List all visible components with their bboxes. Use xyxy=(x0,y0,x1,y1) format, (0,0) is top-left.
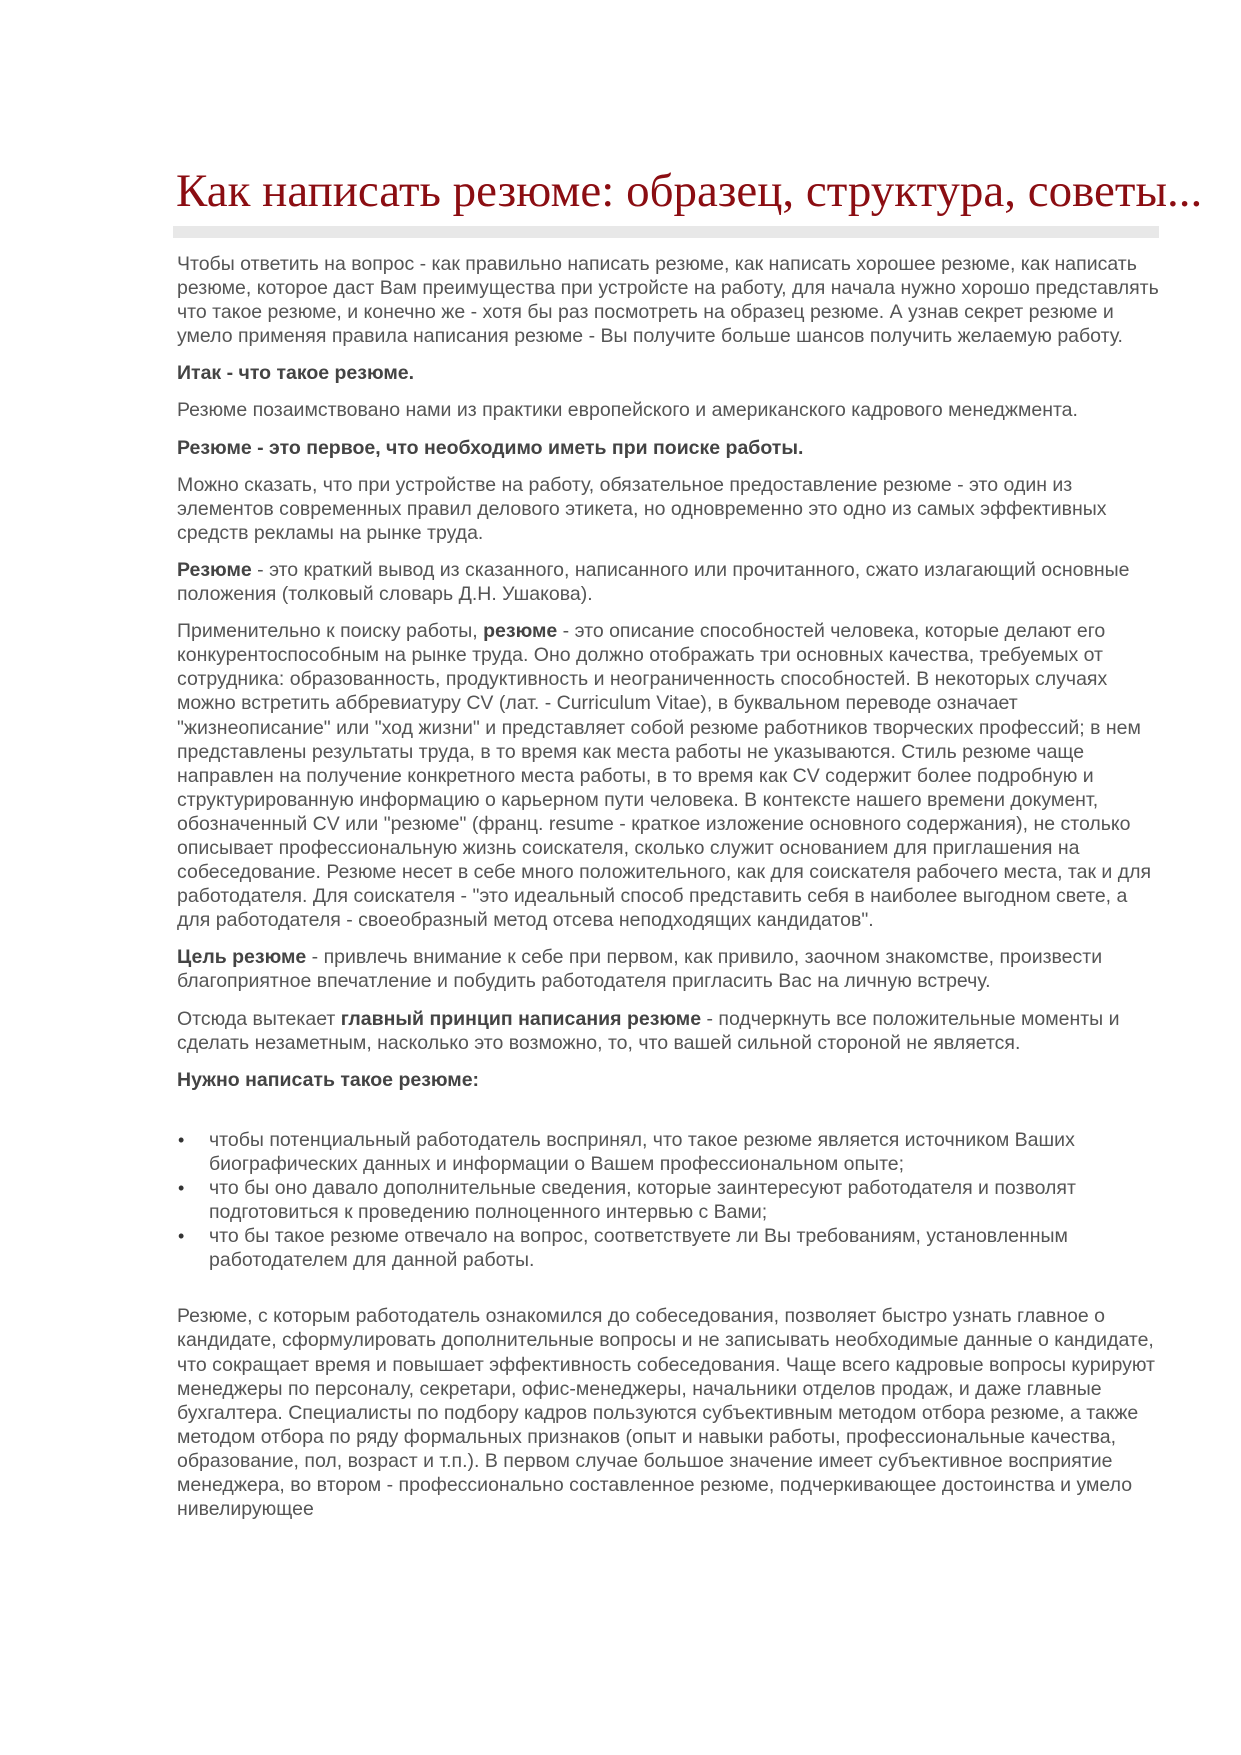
title-underline xyxy=(173,226,1159,238)
principle-lead: Отсюда вытекает xyxy=(177,1007,341,1030)
principle-text: - подчеркнуть все положительные моменты и сделать незаметным, насколько это возможно, то, что вашей сильной стороной не является. xyxy=(177,1007,1120,1054)
heading-need-to-write: Нужно написать такое резюме: xyxy=(177,1068,480,1091)
definition-term: Резюме xyxy=(177,558,252,581)
article-body xyxy=(177,252,1162,1534)
job-search-term: резюме xyxy=(483,620,558,643)
list-item-text: что бы такое резюме отвечало на вопрос, соответствуете ли Вы требованиям, установленным работодателем для данной работы. xyxy=(209,1225,1068,1272)
etiquette-paragraph: Можно сказать, что при устройстве на работу, обязательное предоставление резюме - это один из элементов современных правил делового этикета, но одновременно это одно из самых эффективных средств рекламы на рынке труда. xyxy=(177,473,1107,544)
principle-term: главный принцип написания резюме xyxy=(340,1007,702,1030)
heading-first-thing: Резюме - это первое, что необходимо иметь при поиске работы. xyxy=(177,436,804,459)
borrowed-paragraph: Резюме позаимствовано нами из практики европейского и американского кадрового менеджмента. xyxy=(177,399,1078,422)
list-item xyxy=(178,1224,1162,1272)
job-search-lead: Применительно к поиску работы, xyxy=(177,620,484,643)
goal-term: Цель резюме xyxy=(177,946,307,969)
definition-paragraph xyxy=(177,558,1162,606)
goal-text: - привлечь внимание к себе при первом, как привило, заочном знакомстве, произвести благоприятное впечатление и побудить работодателя пригласить Вас на личную встречу. xyxy=(177,946,1103,993)
list-item xyxy=(178,1176,1162,1224)
job-search-text: - это описание способностей человека, которые делают его конкурентоспособным на рынке труда. Оно должно отображать три основных качества, требуемых от сотрудника: образованность, продуктивность и неограниченность способностей. В некоторых случаях можно встретить аббревиатуру CV (лат. - Curriculum Vitae), в буквальном переводе означает "жизнеописание" или "ход жизни" и представляет собой резюме работников творческих профессий; в нем представлены результаты труда, в то время как места работы не указываются. Стиль резюме чаще направлен на получение конкретного места работы, в то время как CV содержит более подробную и структурированную информацию о карьерном пути человека. В контексте нашего времени документ, обозначенный CV или "резюме" (франц. resume - краткое изложение основного содержания), не столько описывает профессиональную жизнь соискателя, сколько служит основанием для приглашения на собеседование. Резюме несет в себе много положительного, как для соискателя рабочего места, так и для работодателя. Для соискателя - "это идеальный способ представить себя в наиболее выгодном свете, а для работодателя - своеобразный метод отсева неподходящих кандидатов". xyxy=(177,620,1152,932)
heading-what-is-resume: Итак - что такое резюме. xyxy=(177,362,415,385)
definition-text: - это краткий вывод из сказанного, написанного или прочитанного, сжато излагающий основные положения (толковый словарь Д.Н. Ушакова). xyxy=(177,558,1130,606)
bullet-icon: • xyxy=(178,1226,185,1247)
bullet-icon: • xyxy=(178,1129,185,1150)
requirements-list xyxy=(177,1128,1162,1273)
list-item-text: чтобы потенциальный работодатель воспринял, что такое резюме является источником Ваших биографических данных и информации о Вашем профессиональном опыте; xyxy=(209,1128,1075,1175)
closing-paragraph: Резюме, с которым работодатель ознакомился до собеседования, позволяет быстро узнать главное о кандидате, сформулировать дополнительные вопросы и не записывать необходимые данные о кандидате, что сокращает время и повышает эффективность собеседования. Чаще всего кадровые вопросы курируют менеджеры по персоналу, секретари, офис-менеджеры, начальники отделов продаж, и даже главные бухгалтера. Специалисты по подбору кадров пользуются субъективным методом отбора резюме, а также методом отбора по ряду формальных признаков (опыт и навыки работы, профессиональные качества, образование, пол, возраст и т.п.). В первом случае большое значение имеет субъективное восприятие менеджера, во втором - профессионально составленное резюме, подчеркивающее достоинства и умело нивелирующее xyxy=(177,1305,1155,1521)
list-item-text: что бы оно давало дополнительные сведения, которые заинтересуют работодателя и позволят подготовиться к проведению полноценного интервью с Вами; xyxy=(209,1177,1076,1224)
goal-paragraph xyxy=(177,945,1162,993)
principle-paragraph xyxy=(177,1007,1162,1055)
job-search-paragraph xyxy=(177,619,1162,932)
bullet-icon: • xyxy=(178,1178,185,1198)
page-title: Как написать резюме: образец, структура, советы... xyxy=(176,165,1203,217)
intro-paragraph: Чтобы ответить на вопрос - как правильно написать резюме, как написать хорошее резюме, как написать резюме, которое даст Вам преимущества при устройсте на работу, для начала нужно хорошо представлять что такое резюме, и конечно же - хотя бы раз посмотреть на образец резюме. А узнав секрет резюме и умело применяя правила написания резюме - Вы получите больше шансов получить желаемую работу. xyxy=(177,253,1159,348)
list-item xyxy=(178,1128,1162,1176)
